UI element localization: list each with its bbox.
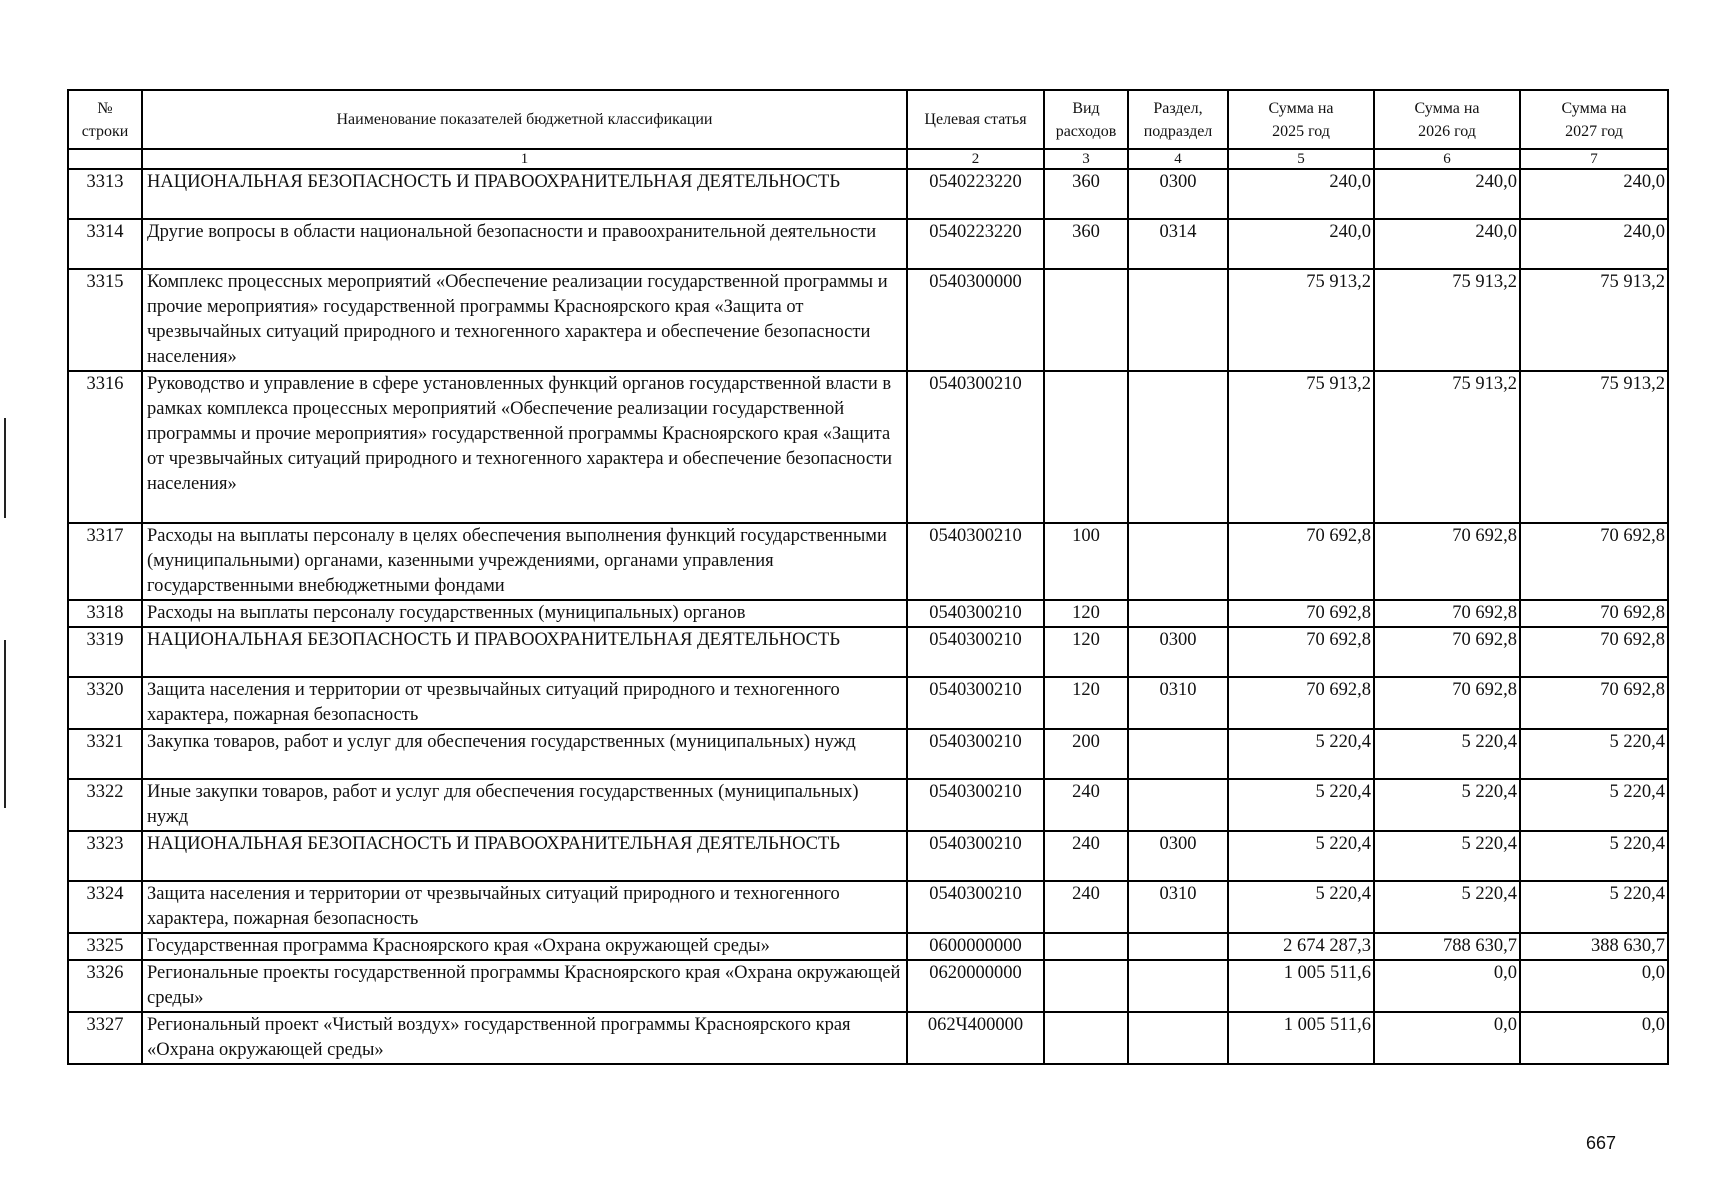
row-target-article: 0540300210 bbox=[907, 677, 1044, 729]
row-sum-2026: 5 220,4 bbox=[1374, 881, 1520, 933]
column-number bbox=[68, 149, 142, 169]
header-row-no: № строки bbox=[68, 90, 142, 149]
row-expense-type: 360 bbox=[1044, 169, 1128, 219]
row-section bbox=[1128, 269, 1228, 371]
row-sum-2025: 70 692,8 bbox=[1228, 523, 1374, 600]
row-sum-2025: 75 913,2 bbox=[1228, 269, 1374, 371]
row-target-article: 0540300000 bbox=[907, 269, 1044, 371]
row-target-article: 0540300210 bbox=[907, 729, 1044, 779]
header-sum-2025: Сумма на 2025 год bbox=[1228, 90, 1374, 149]
row-name: Защита населения и территории от чрезвычайных ситуаций природного и техногенного характера, пожарная безопасность bbox=[142, 677, 907, 729]
row-target-article: 0540300210 bbox=[907, 627, 1044, 677]
row-number: 3324 bbox=[68, 881, 142, 933]
margin-mark bbox=[4, 418, 6, 518]
row-name: НАЦИОНАЛЬНАЯ БЕЗОПАСНОСТЬ И ПРАВООХРАНИТЕЛЬНАЯ ДЕЯТЕЛЬНОСТЬ bbox=[142, 627, 907, 677]
row-name: Иные закупки товаров, работ и услуг для обеспечения государственных (муниципальных) нужд bbox=[142, 779, 907, 831]
row-target-article: 062Ч400000 bbox=[907, 1012, 1044, 1064]
row-expense-type: 120 bbox=[1044, 627, 1128, 677]
row-number: 3325 bbox=[68, 933, 142, 960]
row-target-article: 0600000000 bbox=[907, 933, 1044, 960]
budget-table bbox=[67, 89, 1669, 1065]
page-number: 667 bbox=[1586, 1133, 1617, 1153]
row-number: 3316 bbox=[68, 371, 142, 523]
row-sum-2025: 5 220,4 bbox=[1228, 831, 1374, 881]
row-section: 0310 bbox=[1128, 677, 1228, 729]
row-expense-type: 240 bbox=[1044, 831, 1128, 881]
table-row bbox=[68, 729, 1668, 779]
row-target-article: 0540223220 bbox=[907, 169, 1044, 219]
row-section: 0300 bbox=[1128, 169, 1228, 219]
row-sum-2027: 75 913,2 bbox=[1520, 371, 1668, 523]
row-sum-2027: 388 630,7 bbox=[1520, 933, 1668, 960]
row-sum-2025: 70 692,8 bbox=[1228, 600, 1374, 627]
row-number: 3314 bbox=[68, 219, 142, 269]
row-expense-type bbox=[1044, 933, 1128, 960]
row-sum-2027: 5 220,4 bbox=[1520, 729, 1668, 779]
row-sum-2027: 240,0 bbox=[1520, 169, 1668, 219]
row-expense-type: 120 bbox=[1044, 600, 1128, 627]
row-sum-2025: 1 005 511,6 bbox=[1228, 1012, 1374, 1064]
row-name: Другие вопросы в области национальной безопасности и правоохранительной деятельности bbox=[142, 219, 907, 269]
row-sum-2027: 5 220,4 bbox=[1520, 779, 1668, 831]
row-name: НАЦИОНАЛЬНАЯ БЕЗОПАСНОСТЬ И ПРАВООХРАНИТЕЛЬНАЯ ДЕЯТЕЛЬНОСТЬ bbox=[142, 169, 907, 219]
table-row bbox=[68, 627, 1668, 677]
row-section bbox=[1128, 600, 1228, 627]
table-row bbox=[68, 371, 1668, 523]
row-section bbox=[1128, 371, 1228, 523]
row-sum-2027: 5 220,4 bbox=[1520, 881, 1668, 933]
row-sum-2025: 1 005 511,6 bbox=[1228, 960, 1374, 1012]
row-number: 3318 bbox=[68, 600, 142, 627]
row-sum-2026: 5 220,4 bbox=[1374, 779, 1520, 831]
header-target-article: Целевая статья bbox=[907, 90, 1044, 149]
row-sum-2026: 70 692,8 bbox=[1374, 677, 1520, 729]
row-number: 3317 bbox=[68, 523, 142, 600]
row-expense-type bbox=[1044, 1012, 1128, 1064]
row-expense-type bbox=[1044, 960, 1128, 1012]
row-target-article: 0540300210 bbox=[907, 881, 1044, 933]
row-name: Региональные проекты государственной программы Красноярского края «Охрана окружающей среды» bbox=[142, 960, 907, 1012]
table-row bbox=[68, 831, 1668, 881]
column-number: 2 bbox=[907, 149, 1044, 169]
row-name: Расходы на выплаты персоналу государственных (муниципальных) органов bbox=[142, 600, 907, 627]
row-expense-type bbox=[1044, 269, 1128, 371]
row-target-article: 0620000000 bbox=[907, 960, 1044, 1012]
row-number: 3326 bbox=[68, 960, 142, 1012]
row-section bbox=[1128, 523, 1228, 600]
row-sum-2026: 240,0 bbox=[1374, 169, 1520, 219]
row-sum-2027: 70 692,8 bbox=[1520, 600, 1668, 627]
header-sum-2026: Сумма на 2026 год bbox=[1374, 90, 1520, 149]
row-sum-2025: 75 913,2 bbox=[1228, 371, 1374, 523]
table-row bbox=[68, 933, 1668, 960]
row-name: Закупка товаров, работ и услуг для обеспечения государственных (муниципальных) нужд bbox=[142, 729, 907, 779]
header-expense-type: Вид расходов bbox=[1044, 90, 1128, 149]
row-sum-2026: 70 692,8 bbox=[1374, 600, 1520, 627]
row-sum-2026: 70 692,8 bbox=[1374, 523, 1520, 600]
row-sum-2027: 0,0 bbox=[1520, 1012, 1668, 1064]
row-name: Комплекс процессных мероприятий «Обеспечение реализации государственной программы и прочие мероприятия» государственной программы Красноярского края «Защита от чрезвычайных ситуаций природного и техногенного характера и обеспечение безопасности населения» bbox=[142, 269, 907, 371]
row-sum-2027: 75 913,2 bbox=[1520, 269, 1668, 371]
table-row bbox=[68, 677, 1668, 729]
column-numbers-row bbox=[68, 149, 1668, 169]
header-name: Наименование показателей бюджетной классификации bbox=[142, 90, 907, 149]
row-expense-type: 240 bbox=[1044, 779, 1128, 831]
row-section: 0300 bbox=[1128, 627, 1228, 677]
row-sum-2025: 70 692,8 bbox=[1228, 627, 1374, 677]
row-sum-2027: 5 220,4 bbox=[1520, 831, 1668, 881]
row-sum-2025: 240,0 bbox=[1228, 219, 1374, 269]
row-expense-type: 240 bbox=[1044, 881, 1128, 933]
row-number: 3319 bbox=[68, 627, 142, 677]
row-sum-2025: 5 220,4 bbox=[1228, 729, 1374, 779]
row-sum-2025: 5 220,4 bbox=[1228, 779, 1374, 831]
table-row bbox=[68, 269, 1668, 371]
row-sum-2027: 240,0 bbox=[1520, 219, 1668, 269]
row-sum-2025: 2 674 287,3 bbox=[1228, 933, 1374, 960]
table-row bbox=[68, 169, 1668, 219]
table-row bbox=[68, 219, 1668, 269]
row-name: Региональный проект «Чистый воздух» государственной программы Красноярского края «Охрана окружающей среды» bbox=[142, 1012, 907, 1064]
table-row bbox=[68, 523, 1668, 600]
header-sum-2027: Сумма на 2027 год bbox=[1520, 90, 1668, 149]
row-section bbox=[1128, 1012, 1228, 1064]
row-sum-2026: 70 692,8 bbox=[1374, 627, 1520, 677]
row-expense-type: 120 bbox=[1044, 677, 1128, 729]
column-number: 6 bbox=[1374, 149, 1520, 169]
row-sum-2027: 70 692,8 bbox=[1520, 627, 1668, 677]
row-name: Расходы на выплаты персоналу в целях обеспечения выполнения функций государственными (муниципальными) органами, казенными учреждениями, органами управления государственными внебюджетными фондами bbox=[142, 523, 907, 600]
row-number: 3315 bbox=[68, 269, 142, 371]
row-expense-type: 100 bbox=[1044, 523, 1128, 600]
row-target-article: 0540300210 bbox=[907, 371, 1044, 523]
column-number: 5 bbox=[1228, 149, 1374, 169]
table-row bbox=[68, 881, 1668, 933]
row-sum-2025: 70 692,8 bbox=[1228, 677, 1374, 729]
row-target-article: 0540300210 bbox=[907, 779, 1044, 831]
row-section bbox=[1128, 779, 1228, 831]
column-number: 7 bbox=[1520, 149, 1668, 169]
row-sum-2027: 70 692,8 bbox=[1520, 523, 1668, 600]
column-number: 4 bbox=[1128, 149, 1228, 169]
row-target-article: 0540300210 bbox=[907, 600, 1044, 627]
header-section: Раздел, подраздел bbox=[1128, 90, 1228, 149]
row-sum-2026: 75 913,2 bbox=[1374, 269, 1520, 371]
table-row bbox=[68, 600, 1668, 627]
row-section: 0300 bbox=[1128, 831, 1228, 881]
row-number: 3322 bbox=[68, 779, 142, 831]
row-number: 3327 bbox=[68, 1012, 142, 1064]
row-sum-2027: 70 692,8 bbox=[1520, 677, 1668, 729]
row-sum-2026: 5 220,4 bbox=[1374, 729, 1520, 779]
header-row bbox=[68, 90, 1668, 149]
column-number: 3 bbox=[1044, 149, 1128, 169]
row-sum-2026: 75 913,2 bbox=[1374, 371, 1520, 523]
column-number: 1 bbox=[142, 149, 907, 169]
row-section: 0310 bbox=[1128, 881, 1228, 933]
row-section bbox=[1128, 729, 1228, 779]
row-sum-2026: 5 220,4 bbox=[1374, 831, 1520, 881]
table-row bbox=[68, 960, 1668, 1012]
row-name: Руководство и управление в сфере установленных функций органов государственной власти в рамках комплекса процессных мероприятий «Обеспечение реализации государственной программы и прочие мероприятия» государственной программы Красноярского края «Защита от чрезвычайных ситуаций природного и техногенного характера и обеспечение безопасности населения» bbox=[142, 371, 907, 523]
row-name: Защита населения и территории от чрезвычайных ситуаций природного и техногенного характера, пожарная безопасность bbox=[142, 881, 907, 933]
table-row bbox=[68, 779, 1668, 831]
row-target-article: 0540300210 bbox=[907, 831, 1044, 881]
row-target-article: 0540300210 bbox=[907, 523, 1044, 600]
row-sum-2026: 0,0 bbox=[1374, 960, 1520, 1012]
row-sum-2026: 240,0 bbox=[1374, 219, 1520, 269]
row-section bbox=[1128, 960, 1228, 1012]
row-expense-type: 360 bbox=[1044, 219, 1128, 269]
row-name: Государственная программа Красноярского края «Охрана окружающей среды» bbox=[142, 933, 907, 960]
row-section bbox=[1128, 933, 1228, 960]
row-number: 3313 bbox=[68, 169, 142, 219]
row-sum-2027: 0,0 bbox=[1520, 960, 1668, 1012]
row-name: НАЦИОНАЛЬНАЯ БЕЗОПАСНОСТЬ И ПРАВООХРАНИТЕЛЬНАЯ ДЕЯТЕЛЬНОСТЬ bbox=[142, 831, 907, 881]
row-number: 3323 bbox=[68, 831, 142, 881]
row-expense-type: 200 bbox=[1044, 729, 1128, 779]
margin-mark bbox=[4, 640, 6, 808]
row-target-article: 0540223220 bbox=[907, 219, 1044, 269]
row-sum-2025: 240,0 bbox=[1228, 169, 1374, 219]
row-expense-type bbox=[1044, 371, 1128, 523]
row-section: 0314 bbox=[1128, 219, 1228, 269]
row-sum-2025: 5 220,4 bbox=[1228, 881, 1374, 933]
row-sum-2026: 788 630,7 bbox=[1374, 933, 1520, 960]
table-row bbox=[68, 1012, 1668, 1064]
row-number: 3320 bbox=[68, 677, 142, 729]
row-number: 3321 bbox=[68, 729, 142, 779]
row-sum-2026: 0,0 bbox=[1374, 1012, 1520, 1064]
